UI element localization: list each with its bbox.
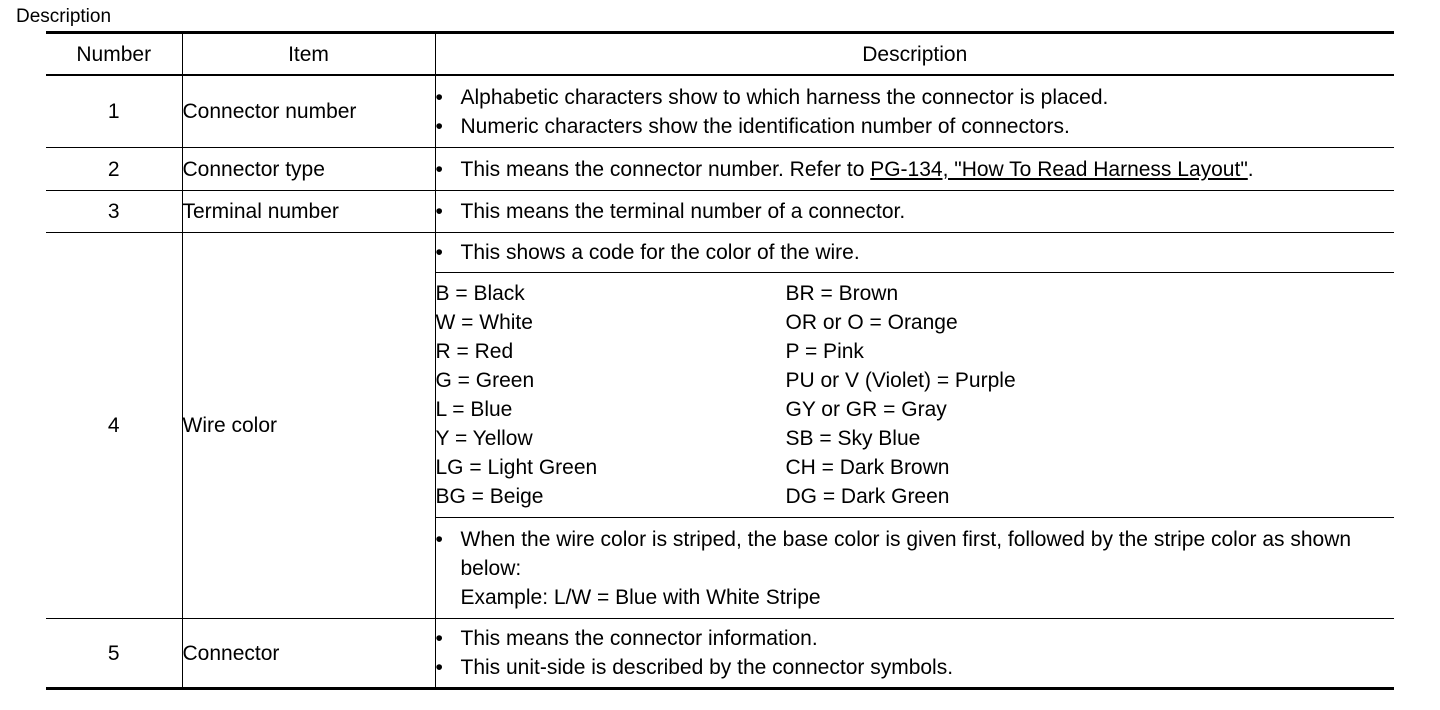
table-row [46, 148, 1394, 191]
row-description [435, 233, 1394, 273]
color-code: CH = Dark Brown [785, 456, 950, 479]
table-row [46, 233, 1394, 273]
description-line: Alphabetic characters show to which harness the connector is placed. [460, 85, 1109, 109]
color-code: DG = Dark Green [785, 485, 950, 508]
color-code-list [435, 273, 1394, 518]
table-caption: Description [16, 6, 112, 27]
harness-layout-link[interactable]: PG-134, "How To Read Harness Layout" [870, 157, 1248, 181]
description-table [46, 31, 1394, 690]
color-code: R = Red [435, 340, 514, 363]
description-line: When the wire color is striped, the base color is given first, followed by the stripe color as shown below: [460, 527, 1352, 580]
color-code: LG = Light Green [435, 456, 598, 479]
description-text-end: . [1247, 157, 1254, 181]
bullet: • [435, 627, 443, 650]
header-description: Description [435, 33, 1394, 76]
row-number: 1 [46, 75, 182, 148]
color-code: B = Black [435, 282, 525, 305]
description-line: This means the connector information. [460, 627, 818, 650]
description-line: Numeric characters show the identification number of connectors. [460, 114, 1070, 138]
bullet: • [435, 157, 443, 181]
stripe-example: Example: L/W = Blue with White Stripe [460, 585, 821, 609]
row-number: 3 [46, 191, 182, 233]
bullet: • [435, 85, 443, 109]
bullet: • [435, 114, 443, 138]
color-code: GY or GR = Gray [785, 398, 947, 421]
row-item: Connector [182, 619, 435, 689]
table-header-row [46, 33, 1394, 76]
stripe-note [435, 518, 1394, 619]
table-row [46, 619, 1394, 689]
row-description [435, 619, 1394, 689]
bullet: • [435, 241, 443, 264]
table-row [46, 75, 1394, 148]
row-item: Connector number [182, 75, 435, 148]
row-item: Connector type [182, 148, 435, 191]
color-code: PU or V (Violet) = Purple [785, 369, 1016, 392]
row-item: Terminal number [182, 191, 435, 233]
row-number: 4 [46, 233, 182, 619]
color-code: OR or O = Orange [785, 311, 958, 334]
color-code: BG = Beige [435, 485, 544, 508]
description-line: This shows a code for the color of the wire. [460, 241, 860, 264]
description-line: This unit-side is described by the connector symbols. [460, 656, 954, 679]
bullet: • [435, 200, 443, 223]
row-description [435, 191, 1394, 233]
row-item: Wire color [182, 233, 435, 619]
bullet: • [435, 527, 443, 551]
color-code: W = White [435, 311, 533, 334]
header-item: Item [182, 33, 435, 76]
color-code: L = Blue [435, 398, 513, 421]
row-description [435, 75, 1394, 148]
color-code: G = Green [435, 369, 535, 392]
description-line: This means the terminal number of a connector. [460, 200, 906, 223]
bullet: • [435, 656, 443, 679]
color-code: SB = Sky Blue [785, 427, 921, 450]
color-code: Y = Yellow [435, 427, 533, 450]
row-number: 2 [46, 148, 182, 191]
description-text: This means the connector number. Refer to [460, 157, 871, 181]
color-code: P = Pink [785, 340, 864, 363]
row-number: 5 [46, 619, 182, 689]
table-row [46, 191, 1394, 233]
color-code: BR = Brown [785, 282, 899, 305]
row-description [435, 148, 1394, 191]
header-number: Number [46, 33, 182, 76]
